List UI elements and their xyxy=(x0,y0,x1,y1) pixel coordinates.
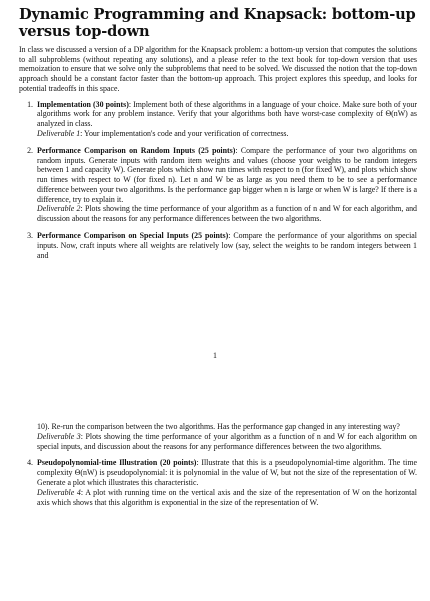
task-number: 4. xyxy=(27,458,33,468)
task-text: : Compare the performance of your algorithms on special inputs. Now, craft inputs where all weights are relatively low (say, select the weights to be random integers between 1 and xyxy=(37,231,417,260)
task-heading: Implementation (30 points) xyxy=(37,99,129,109)
deliverable-label: Deliverable 2 xyxy=(37,204,81,214)
task-heading: Pseudopolynomial-time Illustration (20 points) xyxy=(37,458,197,468)
task-text: : Compare the performance of your two algorithms on random inputs. Generate inputs with random item weights and values (choose your weights to be random integers between 1 and capacity W). Generate plots which show run times with respect to n (for fixed W), and plots which show run times with respect to W (for fixed n). Let n and W be as large as you need them to be to see a performance difference between your two algorithms. Is the performance gap bigger when n is large or when W is large? If there is a difference, try to explain it. xyxy=(37,145,417,204)
deliverable-label: Deliverable 4 xyxy=(37,487,81,497)
page-bottom-section xyxy=(19,422,417,514)
task-item-1 xyxy=(19,100,417,139)
deliverable-label: Deliverable 3 xyxy=(37,431,81,441)
deliverable-line xyxy=(37,204,417,224)
task-number: 3. xyxy=(27,231,33,241)
page-top-section xyxy=(19,6,417,267)
task-number: 1. xyxy=(27,99,33,109)
document-title: Dynamic Programming and Knapsack: bottom-up versus top-down xyxy=(19,6,416,40)
continuation-paragraph xyxy=(19,422,417,451)
deliverable-text: : Plots showing the time performance of your algorithm as a function of n and W for each algorithm, and discussion about the reasons for any performance differences between the two algorithms. xyxy=(37,204,418,224)
deliverable-line xyxy=(37,432,417,452)
intro-paragraph: In class we discussed a version of a DP algorithm for the Knapsack problem: a bottom-up version that computes the solutions to all subproblems (without repeating any solutions), and a please refer to the text book for top-down version that uses memoization to ensure that we solve only the subproblems that need to be solved. We discussed the notion that the top-down approach should be a constant factor faster than the bottom-up approach. This project explores this speedup, and looks for potential tradeoffs in this space. xyxy=(19,45,417,93)
task-item-3 xyxy=(19,231,417,260)
deliverable-text: : Your implementation's code and your verification of correctness. xyxy=(80,128,289,138)
continuation-text: 10). Re-run the comparison between the two algorithms. Has the performance gap changed in any interesting way? xyxy=(37,422,400,431)
deliverable-line xyxy=(37,129,417,139)
deliverable-text: : A plot with running time on the vertical axis and the size of the representation of W on the horizontal axis which shows that this algorithm is exponential in the size of the representation of W. xyxy=(37,487,417,507)
deliverable-text: : Plots showing the time performance of your algorithm as a function of n and W for each algorithm on special inputs, and discussion about the reasons for any performance differences between the two algorithms. xyxy=(37,431,417,451)
task-list xyxy=(19,100,417,261)
task-text: : Illustrate that this is a pseudopolynomial-time algorithm. The time complexity Θ(nW) is pseudopolynomial: it is polynomial in the value of W, but not the size of the representation of W. Generate a plot which illustrates this characteristic. xyxy=(37,458,417,487)
task-number: 2. xyxy=(27,145,33,155)
task-list-continued xyxy=(19,458,417,507)
deliverable-label: Deliverable 1 xyxy=(37,128,81,138)
task-item-4 xyxy=(19,458,417,507)
deliverable-line xyxy=(37,488,417,508)
task-item-2 xyxy=(19,146,417,224)
page-number: 1 xyxy=(213,351,217,360)
task-heading: Performance Comparison on Special Inputs (25 points) xyxy=(37,231,229,241)
task-text: : Implement both of these algorithms in a language of your choice. Make sure both of your algorithms work for any problem instance. Verify that your algorithms both have worst-case complexity of Θ(nW) as analyzed in class. xyxy=(37,99,417,129)
page-break xyxy=(0,372,430,412)
task-heading: Performance Comparison on Random Inputs (25 points) xyxy=(37,145,236,155)
